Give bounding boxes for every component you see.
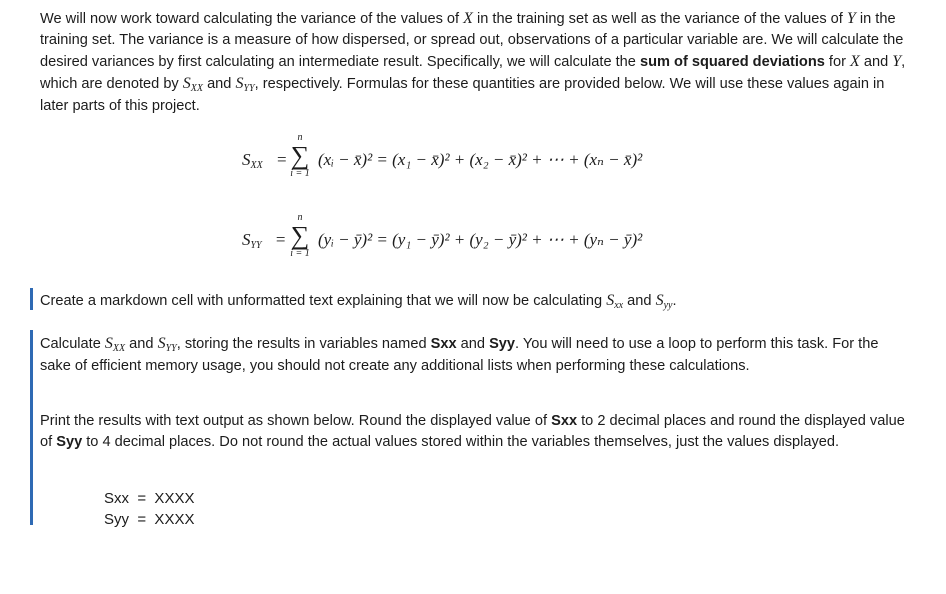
intro-text: , which are denoted by bbox=[40, 54, 906, 92]
intro-paragraph bbox=[40, 8, 910, 117]
intro-text: in the training set as well as the variance of the values of bbox=[472, 11, 847, 27]
math-x: X bbox=[463, 10, 473, 27]
sigma-sxx: n ∑ i = 1 bbox=[290, 132, 310, 179]
task2-paragraph: Calculate $S_{XX}$ and $S_{YY}$, storing the results in variables named Sxx and Syy. You will need to use a loop to perform this task. For the sake of efficient memory usage, you should not create any additional lists when performing these calculations. bbox=[40, 335, 879, 374]
formula-sxx-lhs: SXX = bbox=[242, 150, 287, 171]
output-line-sxx: Sxx = XXXX bbox=[104, 490, 195, 507]
formula-sxx-body: (xᵢ − x̄)² = (x₁ − x̄)² + (x₂ − x̄)² + ⋯ + (xₙ − x̄)² bbox=[318, 150, 643, 169]
math-syy: S bbox=[235, 75, 244, 92]
math-sxx: S bbox=[182, 75, 191, 92]
formula-syy-body: (yᵢ − ȳ)² = (y₁ − ȳ)² + (y₂ − ȳ)² + ⋯ + (yₙ − ȳ)² bbox=[318, 230, 643, 249]
output-line-syy: Syy = XXXX bbox=[104, 511, 195, 528]
intro-text: in the training set. The variance is a measure of how dispersed, or spread out, observations of a particular variable are. We will calculate the desired variances by first calculating an intermediate result. Specifically, we will calculate the bbox=[40, 11, 904, 70]
intro-text: for bbox=[824, 54, 851, 70]
math-sub: YY bbox=[243, 83, 255, 94]
intro-text: and bbox=[203, 76, 236, 92]
task1-paragraph: Create a markdown cell with unformatted text explaining that we will now be calculating $S_{xx}$ and $S_{yy}$. bbox=[40, 292, 677, 311]
intro-text: , respectively. Formulas for these quantities are provided below. We will use these values again in later parts of this project. bbox=[40, 76, 885, 114]
accent-bar-task2 bbox=[30, 330, 33, 525]
sigma-syy: n ∑ i = 1 bbox=[290, 212, 310, 259]
bold-term: sum of squared deviations bbox=[639, 54, 825, 70]
intro-text: We will now work toward calculating the variance of the values of bbox=[40, 11, 464, 27]
intro-text: and bbox=[859, 54, 893, 70]
math-x: X bbox=[850, 53, 860, 70]
formula-syy-lhs: SYY = bbox=[242, 230, 286, 251]
accent-bar-task1 bbox=[30, 288, 33, 310]
math-y: Y bbox=[892, 53, 902, 70]
math-sub: XX bbox=[190, 83, 204, 94]
math-y: Y bbox=[846, 10, 856, 27]
task3-paragraph: Print the results with text output as shown below. Round the displayed value of Sxx to 2 decimal places and round the displayed value of Syy to 4 decimal places. Do not round the actual values stored within the variables themselves, just the values displayed. bbox=[40, 413, 905, 450]
